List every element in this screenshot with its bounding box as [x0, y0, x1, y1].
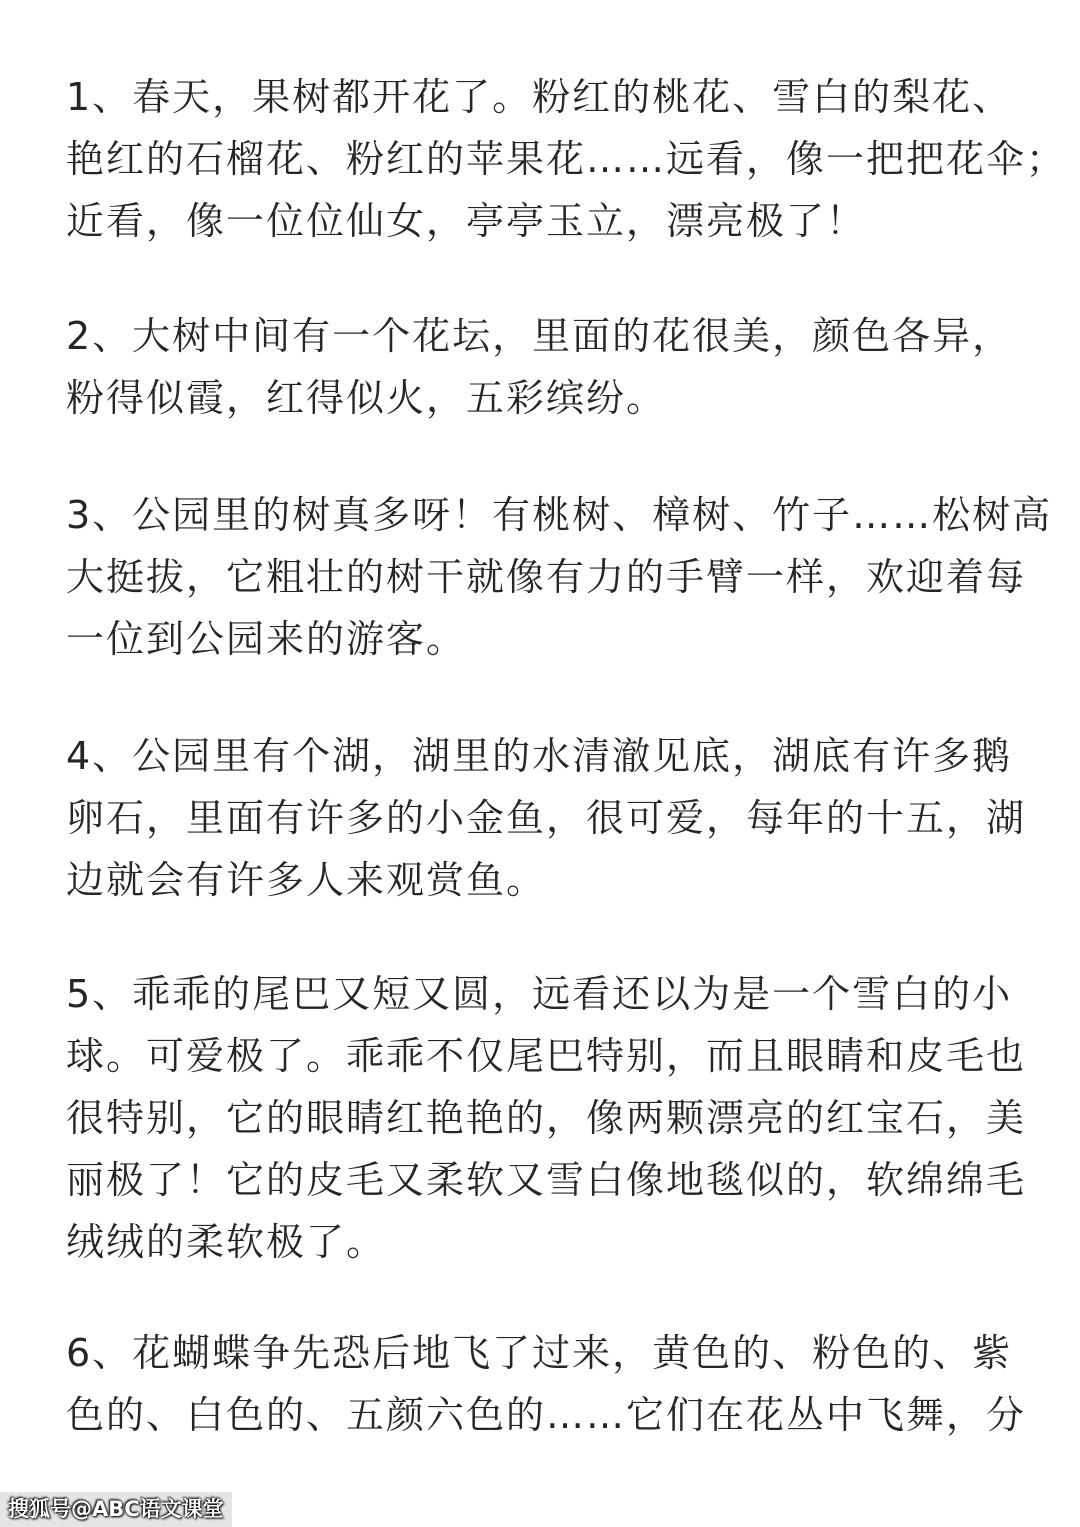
watermark: 搜狐号@ABC语文课堂 — [0, 1492, 232, 1527]
paragraph-1 — [66, 66, 1067, 252]
paragraph-line: 绒绒的柔软极了。 — [66, 1220, 387, 1264]
paragraph-line: 2、大树中间有一个花坛，里面的花很美，颜色各异， — [66, 314, 1013, 358]
paragraph-line: 大挺拔，它粗壮的树干就像有力的手臂一样，欢迎着每 — [66, 555, 1027, 599]
paragraph-line: 4、公园里有个湖，湖里的水清澈见底，湖底有许多鹅 — [66, 734, 1013, 778]
paragraph-line: 球。可爱极了。乖乖不仅尾巴特别，而且眼睛和皮毛也 — [66, 1034, 1027, 1078]
paragraph-line: 色的、白色的、五颜六色的……它们在花丛中飞舞，分 — [66, 1393, 1027, 1437]
paragraph-line: 很特别，它的眼睛红艳艳的，像两颗漂亮的红宝石，美 — [66, 1096, 1027, 1140]
paragraph-line: 一位到公园来的游客。 — [66, 617, 467, 661]
paragraph-line: 6、花蝴蝶争先恐后地飞了过来，黄色的、粉色的、紫 — [66, 1331, 1013, 1375]
paragraph-4 — [66, 725, 1026, 911]
paragraph-line: 艳红的石榴花、粉红的苹果花……远看，像一把把花伞； — [66, 137, 1067, 181]
paragraph-line: 3、公园里的树真多呀！有桃树、樟树、竹子……松树高 — [66, 493, 1053, 537]
paragraph-line: 边就会有许多人来观赏鱼。 — [66, 858, 547, 902]
paragraph-line: 丽极了！它的皮毛又柔软又雪白像地毯似的，软绵绵毛 — [66, 1158, 1027, 1202]
paragraph-5 — [66, 963, 1026, 1273]
paragraph-2 — [66, 305, 1026, 429]
paragraph-line: 卵石，里面有许多的小金鱼，很可爱，每年的十五，湖 — [66, 796, 1027, 840]
paragraph-6 — [66, 1322, 1026, 1446]
paragraph-line: 5、乖乖的尾巴又短又圆，远看还以为是一个雪白的小 — [66, 972, 1013, 1016]
paragraph-line: 1、春天，果树都开花了。粉红的桃花、雪白的梨花、 — [66, 75, 1013, 119]
paragraph-line: 粉得似霞，红得似火，五彩缤纷。 — [66, 376, 667, 420]
paragraph-line: 近看，像一位位仙女，亭亭玉立，漂亮极了！ — [66, 199, 867, 243]
paragraph-3 — [66, 484, 1053, 670]
